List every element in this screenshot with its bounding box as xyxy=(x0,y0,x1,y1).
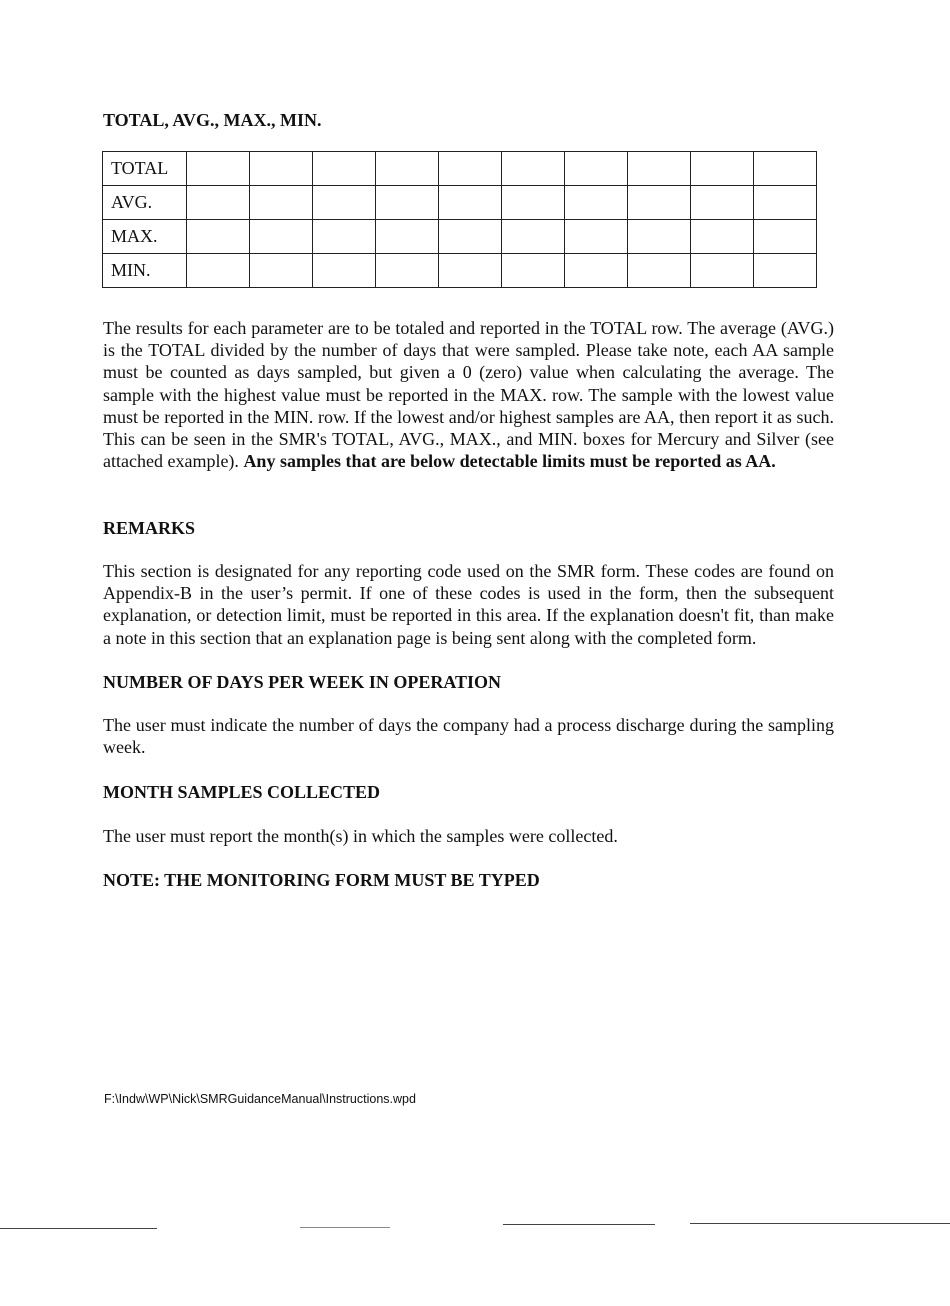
table-cell xyxy=(565,186,628,220)
table-cell xyxy=(754,254,817,288)
table-cell xyxy=(187,152,250,186)
table-row xyxy=(103,220,817,254)
table-cell xyxy=(187,186,250,220)
totals-heading: TOTAL, AVG., MAX., MIN. xyxy=(103,110,322,130)
table-cell xyxy=(565,152,628,186)
table-cell xyxy=(313,254,376,288)
table-cell xyxy=(313,220,376,254)
row-label: TOTAL xyxy=(103,152,187,186)
table-cell xyxy=(628,220,691,254)
totals-paragraph-bold: Any samples that are below detectable limits must be reported as AA. xyxy=(243,451,776,472)
days-per-week-paragraph: The user must indicate the number of days the company had a process discharge during the sampling week. xyxy=(103,715,834,758)
note-heading: NOTE: THE MONITORING FORM MUST BE TYPED xyxy=(103,870,540,890)
table-row xyxy=(103,186,817,220)
table-cell xyxy=(376,152,439,186)
table-cell xyxy=(754,152,817,186)
table-cell xyxy=(691,254,754,288)
table-cell xyxy=(250,186,313,220)
row-label: MAX. xyxy=(103,220,187,254)
table-cell xyxy=(376,186,439,220)
table-cell xyxy=(502,254,565,288)
table-cell xyxy=(754,186,817,220)
totals-table xyxy=(102,151,817,288)
scan-artifact-line xyxy=(0,1228,157,1229)
remarks-paragraph: This section is designated for any reporting code used on the SMR form. These codes are found on Appendix-B in the user’s permit. If one of these codes is used in the form, then the subsequent explanation, or detection limit, must be reported in this area. If the explanation doesn't fit, than make a note in this section that an explanation page is being sent along with the completed form. xyxy=(103,561,834,648)
days-per-week-heading: NUMBER OF DAYS PER WEEK IN OPERATION xyxy=(103,672,502,692)
table-cell xyxy=(439,186,502,220)
month-collected-heading: MONTH SAMPLES COLLECTED xyxy=(103,782,381,802)
table-cell xyxy=(502,152,565,186)
table-cell xyxy=(628,254,691,288)
month-collected-paragraph: The user must report the month(s) in which the samples were collected. xyxy=(103,826,618,846)
table-cell xyxy=(439,220,502,254)
totals-paragraph xyxy=(103,317,834,472)
table-cell xyxy=(628,186,691,220)
table-cell xyxy=(691,220,754,254)
table-cell xyxy=(250,220,313,254)
table-row xyxy=(103,152,817,186)
remarks-heading: REMARKS xyxy=(103,518,196,538)
table-cell xyxy=(754,220,817,254)
table-cell xyxy=(187,220,250,254)
scan-artifact-line xyxy=(503,1224,655,1225)
table-cell xyxy=(439,254,502,288)
table-cell xyxy=(187,254,250,288)
table-cell xyxy=(565,220,628,254)
file-path: F:\Indw\WP\Nick\SMRGuidanceManual\Instructions.wpd xyxy=(104,1092,416,1106)
table-cell xyxy=(313,186,376,220)
table-cell xyxy=(439,152,502,186)
scan-artifact-line xyxy=(300,1227,390,1228)
table-cell xyxy=(376,220,439,254)
table-cell xyxy=(565,254,628,288)
row-label: AVG. xyxy=(103,186,187,220)
table-cell xyxy=(628,152,691,186)
scan-artifact-line xyxy=(690,1223,950,1224)
table-cell xyxy=(502,220,565,254)
table-cell xyxy=(376,254,439,288)
table-row xyxy=(103,254,817,288)
table-cell xyxy=(313,152,376,186)
table-cell xyxy=(502,186,565,220)
table-cell xyxy=(250,152,313,186)
row-label: MIN. xyxy=(103,254,187,288)
totals-paragraph-text: The results for each parameter are to be totaled and reported in the TOTAL row. The average (AVG.) is the TOTAL divided by the number of days that were sampled. Please take note, each AA sample must be counted as days sampled, but given a 0 (zero) value when calculating the average. The sample with the highest value must be reported in the MAX. row. The sample with the lowest value must be reported in the MIN. row. If the lowest and/or highest samples are AA, then report it as such. This can be seen in the SMR's TOTAL, AVG., MAX., and MIN. boxes for Mercury and Silver (see attached example). xyxy=(103,318,834,472)
table-cell xyxy=(691,186,754,220)
table-cell xyxy=(691,152,754,186)
table-cell xyxy=(250,254,313,288)
